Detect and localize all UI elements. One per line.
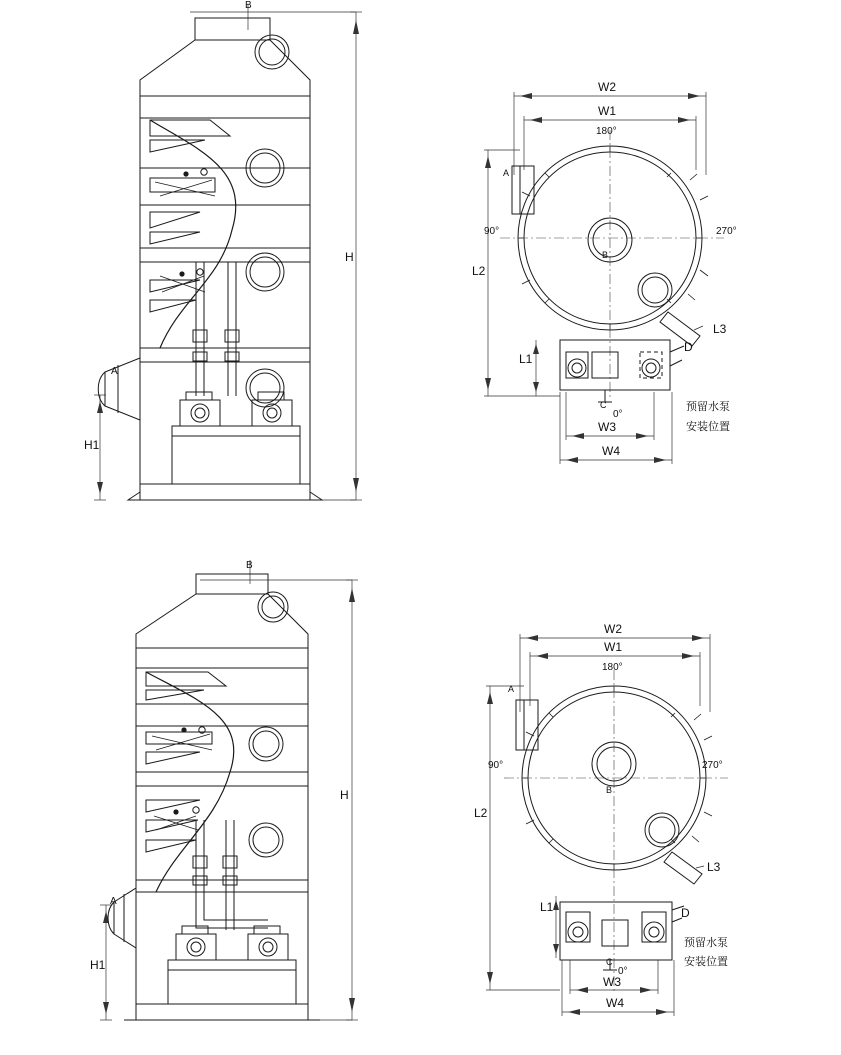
note-install-position-plan1: 安装位置 <box>686 421 730 433</box>
label-0-plan2: 0° <box>618 966 628 977</box>
label-w3-plan2: W3 <box>603 975 621 989</box>
label-90-plan2: 90° <box>488 760 504 771</box>
label-w4-plan1: W4 <box>602 444 620 458</box>
label-w2-plan2: W2 <box>604 622 622 636</box>
label-l2-plan2: L2 <box>474 806 488 820</box>
label-l1-plan2: L1 <box>540 900 554 914</box>
label-h1-elev2: H1 <box>90 958 106 972</box>
label-h-elev1: H <box>345 250 354 264</box>
label-b-plan1: B <box>602 250 609 260</box>
label-270-plan1: 270° <box>716 226 737 237</box>
note-reserved-pump-plan1: 预留水泵 <box>686 401 730 413</box>
label-0-plan1: 0° <box>613 409 623 420</box>
label-d-plan1: D <box>684 340 693 354</box>
elevation-view-1 <box>94 4 362 500</box>
note-install-position-plan2: 安装位置 <box>684 956 728 968</box>
label-h-elev2: H <box>340 788 349 802</box>
label-90-plan1: 90° <box>484 226 500 237</box>
label-w4-plan2: W4 <box>606 996 624 1010</box>
label-a-elev1: A <box>111 366 118 377</box>
label-l1-plan1: L1 <box>519 352 533 366</box>
label-a-plan1: A <box>503 168 510 178</box>
label-a-plan2: A <box>508 684 515 694</box>
label-h1-elev1: H1 <box>84 438 100 452</box>
label-w1-plan2: W1 <box>604 640 622 654</box>
label-180-plan1: 180° <box>596 126 617 137</box>
label-180-plan2: 180° <box>602 662 623 673</box>
label-270-plan2: 270° <box>702 760 723 771</box>
note-reserved-pump-plan2: 预留水泵 <box>684 937 728 949</box>
label-c-plan1: C <box>600 400 607 410</box>
label-d-plan2: D <box>681 906 690 920</box>
label-l2-plan1: L2 <box>472 264 486 278</box>
label-b-elev2: B <box>246 560 253 571</box>
label-w1-plan1: W1 <box>598 104 616 118</box>
label-w2-plan1: W2 <box>598 80 616 94</box>
elevation-view-2 <box>100 560 358 1020</box>
label-b-plan2: B <box>606 785 613 795</box>
label-b-elev1: B <box>245 0 252 11</box>
label-c-plan2: C <box>606 957 613 967</box>
label-a-elev2: A <box>110 896 117 907</box>
label-l3-plan2: L3 <box>707 860 721 874</box>
label-w3-plan1: W3 <box>598 420 616 434</box>
label-l3-plan1: L3 <box>713 322 727 336</box>
